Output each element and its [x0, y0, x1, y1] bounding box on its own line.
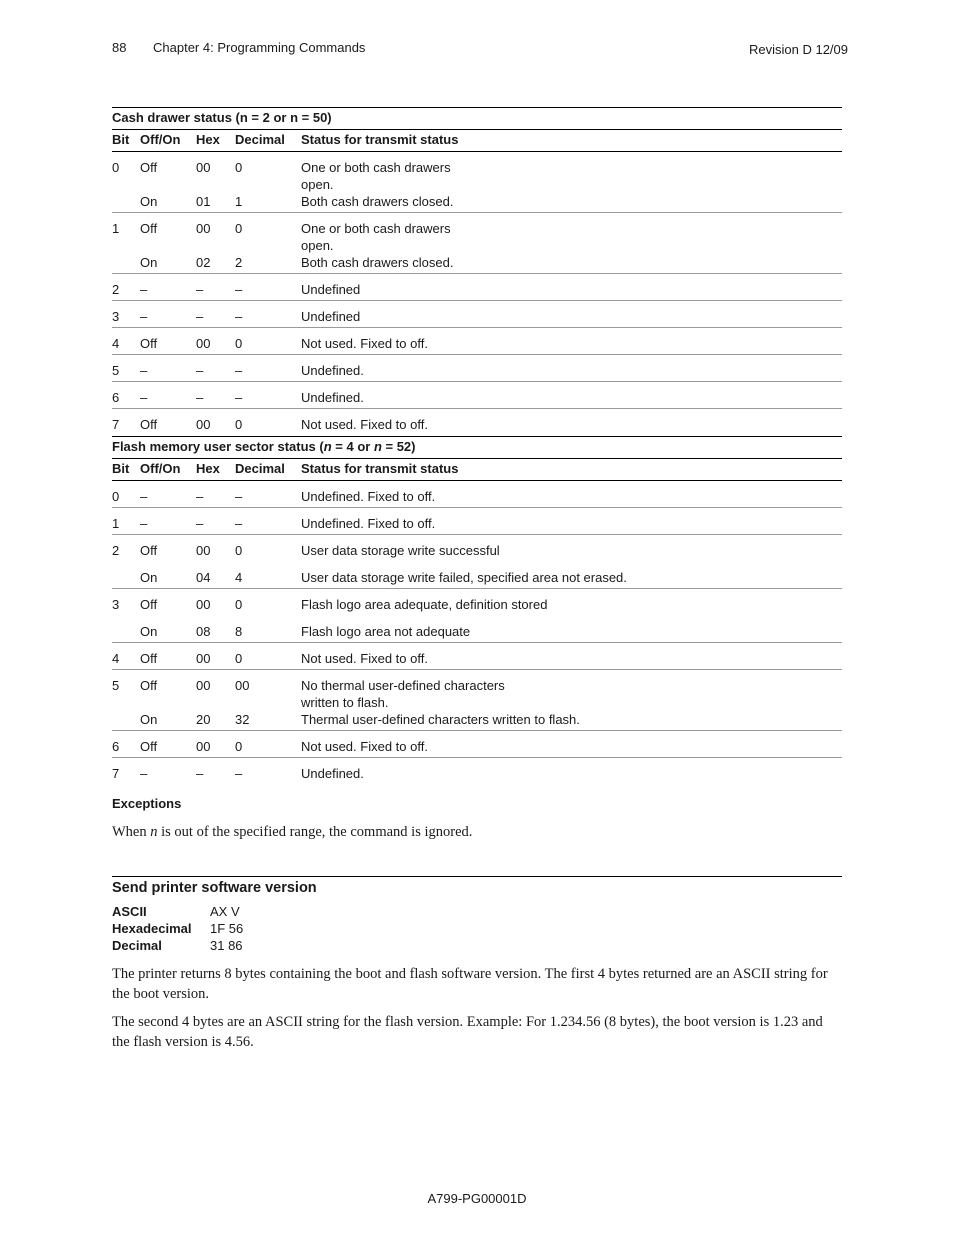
row-state: Off [140, 678, 158, 693]
row-decimal: – [235, 390, 243, 405]
row-hex: 00 [196, 597, 211, 612]
row-decimal: – [235, 363, 243, 378]
flash-memory-status-table [112, 436, 842, 784]
row-decimal: 0 [235, 597, 243, 612]
row-state: Off [140, 597, 158, 612]
row-decimal: 32 [235, 712, 250, 727]
page-number: 88 [112, 40, 127, 55]
col-state: Off/On [140, 132, 181, 147]
chapter-title: Chapter 4: Programming Commands [153, 40, 366, 55]
paragraph: The printer returns 8 bytes containing the boot and flash software version. The first 4 bytes returned are an ASCII string for the boot version. [112, 966, 828, 1002]
row-state: Off [140, 417, 158, 432]
row-bit: 0 [112, 160, 120, 175]
row-state: On [140, 624, 158, 639]
row-decimal: 0 [235, 221, 243, 236]
row-state: On [140, 570, 158, 585]
table-title: Cash drawer status (n = 2 or n = 50) [112, 107, 842, 130]
row-state: Off [140, 221, 158, 236]
row-status: Both cash drawers closed. [301, 255, 454, 270]
code-value: 31 86 [210, 938, 243, 953]
col-hex: Hex [196, 132, 220, 147]
row-decimal: 2 [235, 255, 243, 270]
row-decimal: – [235, 766, 243, 781]
row-hex: 02 [196, 255, 211, 270]
col-state: Off/On [140, 461, 181, 476]
paragraph: The second 4 bytes are an ASCII string for the flash version. Example: For 1.234.56 (8 bytes), the boot version is 1.23 and the flash version is 4.56. [112, 1014, 823, 1050]
row-status: Both cash drawers closed. [301, 194, 454, 209]
row-status: No thermal user-defined characters [301, 678, 505, 693]
row-hex: 00 [196, 417, 211, 432]
row-hex: 00 [196, 221, 211, 236]
section-title: Send printer software version [112, 880, 317, 896]
row-hex: – [196, 766, 204, 781]
row-state: Off [140, 651, 158, 666]
table-body [112, 481, 842, 784]
row-hex: 08 [196, 624, 211, 639]
table-row [112, 535, 842, 589]
row-status: Flash logo area not adequate [301, 624, 471, 639]
row-status: Undefined. Fixed to off. [301, 489, 436, 504]
col-bit: Bit [112, 461, 130, 476]
exceptions-text: When n is out of the specified range, the command is ignored. [112, 824, 473, 840]
row-state: Off [140, 739, 158, 754]
code-label: ASCII [112, 904, 147, 919]
row-bit: 3 [112, 597, 120, 612]
exceptions-heading: Exceptions [112, 796, 182, 811]
revision-label: Revision D 12/09 [749, 42, 848, 57]
row-decimal: – [235, 282, 243, 297]
footer-doc-id: A799-PG00001D [427, 1191, 527, 1206]
table-row [112, 328, 842, 355]
row-hex: 00 [196, 651, 211, 666]
code-value: 1F 56 [210, 921, 244, 936]
row-bit: 6 [112, 739, 120, 754]
table-row [112, 670, 842, 731]
row-bit: 0 [112, 489, 120, 504]
row-status: open. [301, 177, 334, 192]
row-hex: – [196, 363, 204, 378]
row-bit: 2 [112, 282, 120, 297]
table-row [112, 382, 842, 409]
table-row [112, 213, 842, 274]
row-status: Undefined. [301, 390, 364, 405]
row-bit: 3 [112, 309, 120, 324]
row-status: Thermal user-defined characters written to flash. [301, 712, 580, 727]
row-hex: 20 [196, 712, 211, 727]
col-hex: Hex [196, 461, 220, 476]
row-decimal: 1 [235, 194, 243, 209]
table-row [112, 481, 842, 508]
table-row [112, 274, 842, 301]
row-hex: 00 [196, 678, 211, 693]
row-status: Not used. Fixed to off. [301, 417, 428, 432]
row-status: Undefined [301, 282, 361, 297]
table-row [112, 758, 842, 784]
row-bit: 4 [112, 336, 120, 351]
row-bit: 7 [112, 766, 120, 781]
table-row [112, 152, 842, 213]
row-decimal: 0 [235, 417, 243, 432]
col-status: Status for transmit status [301, 132, 459, 147]
row-status: One or both cash drawers [301, 160, 451, 175]
row-status: User data storage write successful [301, 543, 500, 558]
code-label: Decimal [112, 938, 162, 953]
row-hex: – [196, 309, 204, 324]
row-state: – [140, 309, 148, 324]
row-bit: 5 [112, 363, 120, 378]
table-row [112, 355, 842, 382]
table-row [112, 508, 842, 535]
row-state: On [140, 712, 158, 727]
row-status: Not used. Fixed to off. [301, 739, 428, 754]
row-state: – [140, 489, 148, 504]
row-state: On [140, 194, 158, 209]
cash-drawer-status-table [112, 107, 842, 435]
row-decimal: – [235, 309, 243, 324]
row-hex: – [196, 282, 204, 297]
row-status: Undefined [301, 309, 361, 324]
row-state: Off [140, 543, 158, 558]
row-status: Not used. Fixed to off. [301, 336, 428, 351]
row-hex: 00 [196, 336, 211, 351]
row-decimal: 0 [235, 336, 243, 351]
col-bit: Bit [112, 132, 130, 147]
table-column-header [112, 130, 842, 152]
row-decimal: 0 [235, 160, 243, 175]
code-label: Hexadecimal [112, 921, 192, 936]
table-row [112, 409, 842, 435]
row-bit: 1 [112, 221, 120, 236]
code-value: AX V [210, 904, 240, 919]
section-divider [112, 876, 842, 877]
row-state: On [140, 255, 158, 270]
row-status: One or both cash drawers [301, 221, 451, 236]
row-hex: – [196, 489, 204, 504]
row-decimal: 4 [235, 570, 243, 585]
row-decimal: 00 [235, 678, 250, 693]
row-bit: 4 [112, 651, 120, 666]
row-status: Not used. Fixed to off. [301, 651, 428, 666]
table-row [112, 643, 842, 670]
row-bit: 7 [112, 417, 120, 432]
row-bit: 1 [112, 516, 120, 531]
row-state: – [140, 766, 148, 781]
row-status: Flash logo area adequate, definition stored [301, 597, 548, 612]
row-status: Undefined. Fixed to off. [301, 516, 436, 531]
row-hex: 01 [196, 194, 211, 209]
table-row [112, 301, 842, 328]
row-hex: – [196, 390, 204, 405]
row-decimal: – [235, 489, 243, 504]
table-column-header [112, 459, 842, 481]
row-state: – [140, 363, 148, 378]
row-state: – [140, 390, 148, 405]
row-decimal: 8 [235, 624, 243, 639]
row-hex: 00 [196, 160, 211, 175]
row-status: Undefined. [301, 363, 364, 378]
row-bit: 2 [112, 543, 120, 558]
row-hex: 04 [196, 570, 211, 585]
row-state: Off [140, 160, 158, 175]
row-decimal: 0 [235, 651, 243, 666]
row-decimal: – [235, 516, 243, 531]
row-hex: 00 [196, 739, 211, 754]
table-body [112, 152, 842, 435]
table-title: Flash memory user sector status (n = 4 or n = 52) [112, 436, 842, 459]
col-status: Status for transmit status [301, 461, 459, 476]
table-row [112, 589, 842, 643]
row-status: User data storage write failed, specified area not erased. [301, 570, 627, 585]
row-state: Off [140, 336, 158, 351]
row-status: written to flash. [301, 695, 389, 710]
row-state: – [140, 282, 148, 297]
row-hex: – [196, 516, 204, 531]
row-status: Undefined. [301, 766, 364, 781]
row-state: – [140, 516, 148, 531]
col-decimal: Decimal [235, 461, 285, 476]
row-decimal: 0 [235, 739, 243, 754]
row-hex: 00 [196, 543, 211, 558]
table-row [112, 731, 842, 758]
row-status: open. [301, 238, 334, 253]
row-bit: 5 [112, 678, 120, 693]
row-decimal: 0 [235, 543, 243, 558]
col-decimal: Decimal [235, 132, 285, 147]
row-bit: 6 [112, 390, 120, 405]
